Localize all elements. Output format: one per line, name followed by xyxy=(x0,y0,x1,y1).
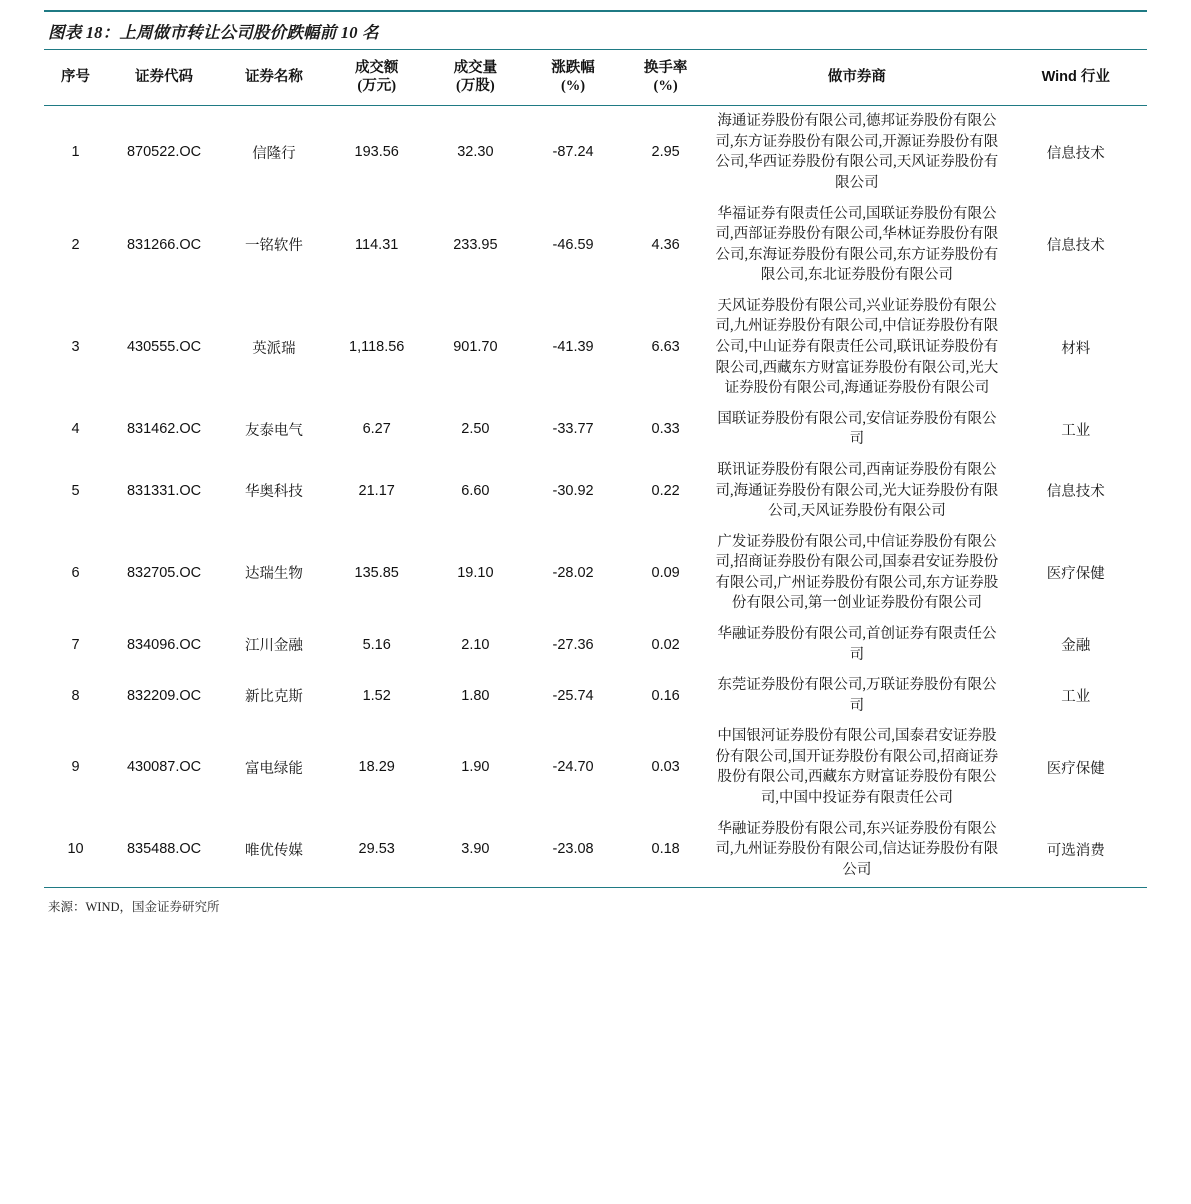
cell-turnover: 0.03 xyxy=(651,759,680,776)
cell-industry: 材料 xyxy=(1061,340,1091,357)
cell-industry: 医疗保健 xyxy=(1046,566,1105,583)
header-line-1: 成交量 xyxy=(453,60,498,76)
cell-code: 831331.OC xyxy=(126,482,202,499)
cell-volume: 6.60 xyxy=(461,482,490,499)
header-line-2: (万元) xyxy=(357,78,397,95)
column-header-volume xyxy=(427,50,525,106)
cell-brokers: 海通证券股份有限公司,德邦证券股份有限公司,东方证券股份有限公司,开源证券股份有限公司,华西证券股份有限公司,天风证券股份有限公司 xyxy=(715,113,999,191)
column-header-code xyxy=(107,50,221,106)
header-line-1: 序号 xyxy=(61,69,91,86)
cell-change: -87.24 xyxy=(552,144,594,161)
cell-name: 华奥科技 xyxy=(244,484,303,501)
cell-change: -41.39 xyxy=(552,339,594,356)
cell-amount: 135.85 xyxy=(354,564,399,581)
table-row xyxy=(44,404,1147,455)
cell-name: 富电绿能 xyxy=(244,760,303,777)
cell-industry: 医疗保健 xyxy=(1046,760,1105,777)
table-row xyxy=(44,670,1147,721)
header-line-1: 换手率 xyxy=(643,60,688,76)
cell-brokers: 华融证券股份有限公司,东兴证券股份有限公司,九州证券股份有限公司,信达证券股份有限公司 xyxy=(715,820,999,878)
table-row xyxy=(44,455,1147,527)
table-body xyxy=(44,106,1147,886)
column-header-industry xyxy=(1004,50,1147,106)
cell-brokers: 中国银河证券股份有限公司,国泰君安证券股份有限公司,国开证券股份有限公司,招商证券股份有限公司,西藏东方财富证券股份有限公司,中国中投证券有限责任公司 xyxy=(715,728,999,807)
header-line-2: (%) xyxy=(560,78,586,95)
cell-volume: 901.70 xyxy=(453,339,498,356)
column-header-change xyxy=(524,50,622,106)
cell-code: 430087.OC xyxy=(126,759,202,776)
cell-brokers: 东莞证券股份有限公司,万联证券股份有限公司 xyxy=(717,677,997,714)
table-row xyxy=(44,106,1147,199)
cell-change: -27.36 xyxy=(552,636,594,653)
cell-name: 达瑞生物 xyxy=(244,566,303,583)
cell-seq: 1 xyxy=(71,144,80,161)
cell-code: 834096.OC xyxy=(126,636,202,653)
cell-code: 430555.OC xyxy=(126,339,202,356)
exhibit-page xyxy=(0,10,1191,1204)
cell-seq: 6 xyxy=(71,564,80,581)
cell-seq: 5 xyxy=(71,482,80,499)
cell-brokers: 国联证券股份有限公司,安信证券股份有限公司 xyxy=(717,410,997,448)
cell-volume: 2.10 xyxy=(461,636,490,653)
header-row xyxy=(44,50,1147,106)
exhibit-title-bar xyxy=(44,10,1147,50)
cell-turnover: 4.36 xyxy=(651,236,680,253)
cell-industry: 金融 xyxy=(1061,638,1091,655)
cell-change: -24.70 xyxy=(552,759,594,776)
cell-turnover: 0.33 xyxy=(651,421,680,438)
cell-amount: 193.56 xyxy=(354,144,399,161)
cell-seq: 10 xyxy=(67,841,84,858)
cell-brokers: 广发证券股份有限公司,中信证券股份有限公司,招商证券股份有限公司,国泰君安证券股份有限公司,广州证券股份有限公司,东方证券股份有限公司,第一创业证券股份有限公司 xyxy=(715,533,999,612)
cell-turnover: 0.16 xyxy=(651,687,680,704)
cell-industry: 可选消费 xyxy=(1046,842,1105,859)
cell-brokers: 天风证券股份有限公司,兴业证券股份有限公司,九州证券股份有限公司,中信证券股份有限公司,中山证券有限责任公司,联讯证券股份有限公司,西藏东方财富证券股份有限公司,光大证券股份有限公司,海通证券股份有限公司 xyxy=(715,297,999,397)
cell-industry: 工业 xyxy=(1061,422,1091,439)
cell-volume: 32.30 xyxy=(457,144,494,161)
column-header-name xyxy=(221,50,327,106)
cell-code: 870522.OC xyxy=(126,144,202,161)
cell-volume: 19.10 xyxy=(457,564,494,581)
cell-volume: 3.90 xyxy=(461,841,490,858)
column-header-amount xyxy=(327,50,427,106)
cell-volume: 1.80 xyxy=(461,687,490,704)
table-row xyxy=(44,814,1147,886)
column-header-turnover xyxy=(622,50,710,106)
cell-amount: 114.31 xyxy=(355,236,399,253)
cell-change: -28.02 xyxy=(552,564,594,581)
header-line-2: (万股) xyxy=(456,78,495,95)
cell-amount: 1,118.56 xyxy=(349,339,405,356)
table-row xyxy=(44,199,1147,291)
header-line-2: (%) xyxy=(653,78,678,95)
cell-volume: 233.95 xyxy=(453,236,498,253)
cell-turnover: 0.22 xyxy=(651,482,680,499)
cell-amount: 6.27 xyxy=(362,421,391,438)
cell-seq: 3 xyxy=(71,339,80,356)
cell-name: 友泰电气 xyxy=(244,422,303,439)
cell-amount: 18.29 xyxy=(358,759,395,776)
cell-industry: 信息技术 xyxy=(1046,145,1105,162)
cell-seq: 8 xyxy=(71,687,80,704)
column-header-seq xyxy=(44,50,107,106)
cell-industry: 工业 xyxy=(1061,689,1091,706)
cell-seq: 9 xyxy=(71,759,80,776)
cell-amount: 21.17 xyxy=(358,482,395,499)
cell-industry: 信息技术 xyxy=(1046,238,1105,255)
cell-name: 一铭软件 xyxy=(244,238,303,255)
cell-name: 新比克斯 xyxy=(244,689,303,706)
cell-turnover: 0.02 xyxy=(651,636,680,653)
cell-volume: 2.50 xyxy=(461,421,490,438)
cell-code: 831266.OC xyxy=(126,236,202,253)
header-line-1: Wind 行业 xyxy=(1041,69,1110,86)
cell-code: 831462.OC xyxy=(126,421,202,438)
header-line-1: 做市券商 xyxy=(827,69,886,86)
cell-amount: 1.52 xyxy=(362,687,391,704)
cell-name: 唯优传媒 xyxy=(244,842,303,859)
cell-name: 英派瑞 xyxy=(252,340,296,357)
table-row xyxy=(44,619,1147,670)
cell-seq: 4 xyxy=(71,421,80,438)
table-row xyxy=(44,721,1147,813)
cell-seq: 2 xyxy=(71,236,80,253)
cell-amount: 29.53 xyxy=(358,841,395,858)
cell-code: 832705.OC xyxy=(126,564,202,581)
page-title: 图表 18：上周做市转让公司股价跌幅前 10 名 xyxy=(48,23,379,42)
cell-name: 江川金融 xyxy=(244,638,303,655)
cell-turnover: 6.63 xyxy=(651,339,680,356)
header-line-1: 涨跌幅 xyxy=(551,60,595,76)
stock-decliners-table xyxy=(44,50,1147,885)
cell-volume: 1.90 xyxy=(461,759,490,776)
cell-brokers: 华福证券有限责任公司,国联证券股份有限公司,西部证券股份有限公司,华林证券股份有限公司,东海证券股份有限公司,东方证券股份有限公司,东北证券股份有限公司 xyxy=(715,205,999,284)
table-header xyxy=(44,50,1147,106)
cell-change: -33.77 xyxy=(552,421,594,438)
cell-brokers: 联讯证券股份有限公司,西南证券股份有限公司,海通证券股份有限公司,光大证券股份有限公司,天风证券股份有限公司 xyxy=(715,461,999,520)
cell-turnover: 0.09 xyxy=(651,564,680,581)
column-header-brokers xyxy=(709,50,1004,106)
cell-change: -23.08 xyxy=(552,841,594,858)
header-line-1: 证券名称 xyxy=(244,69,303,86)
cell-brokers: 华融证券股份有限公司,首创证券有限责任公司 xyxy=(717,625,997,663)
table-row xyxy=(44,291,1147,404)
cell-code: 835488.OC xyxy=(126,841,202,858)
cell-turnover: 2.95 xyxy=(651,144,680,161)
cell-change: -46.59 xyxy=(552,236,594,253)
source-note: 来源：WIND，国金证券研究所 xyxy=(48,900,220,915)
cell-change: -30.92 xyxy=(552,482,594,499)
cell-name: 信隆行 xyxy=(252,145,296,162)
cell-industry: 信息技术 xyxy=(1046,484,1105,501)
cell-code: 832209.OC xyxy=(126,687,202,704)
table-row xyxy=(44,527,1147,619)
cell-turnover: 0.18 xyxy=(651,841,680,858)
cell-change: -25.74 xyxy=(552,687,594,704)
header-line-1: 成交额 xyxy=(354,60,399,76)
header-line-1: 证券代码 xyxy=(135,69,194,86)
cell-seq: 7 xyxy=(71,636,80,653)
cell-amount: 5.16 xyxy=(362,636,391,653)
